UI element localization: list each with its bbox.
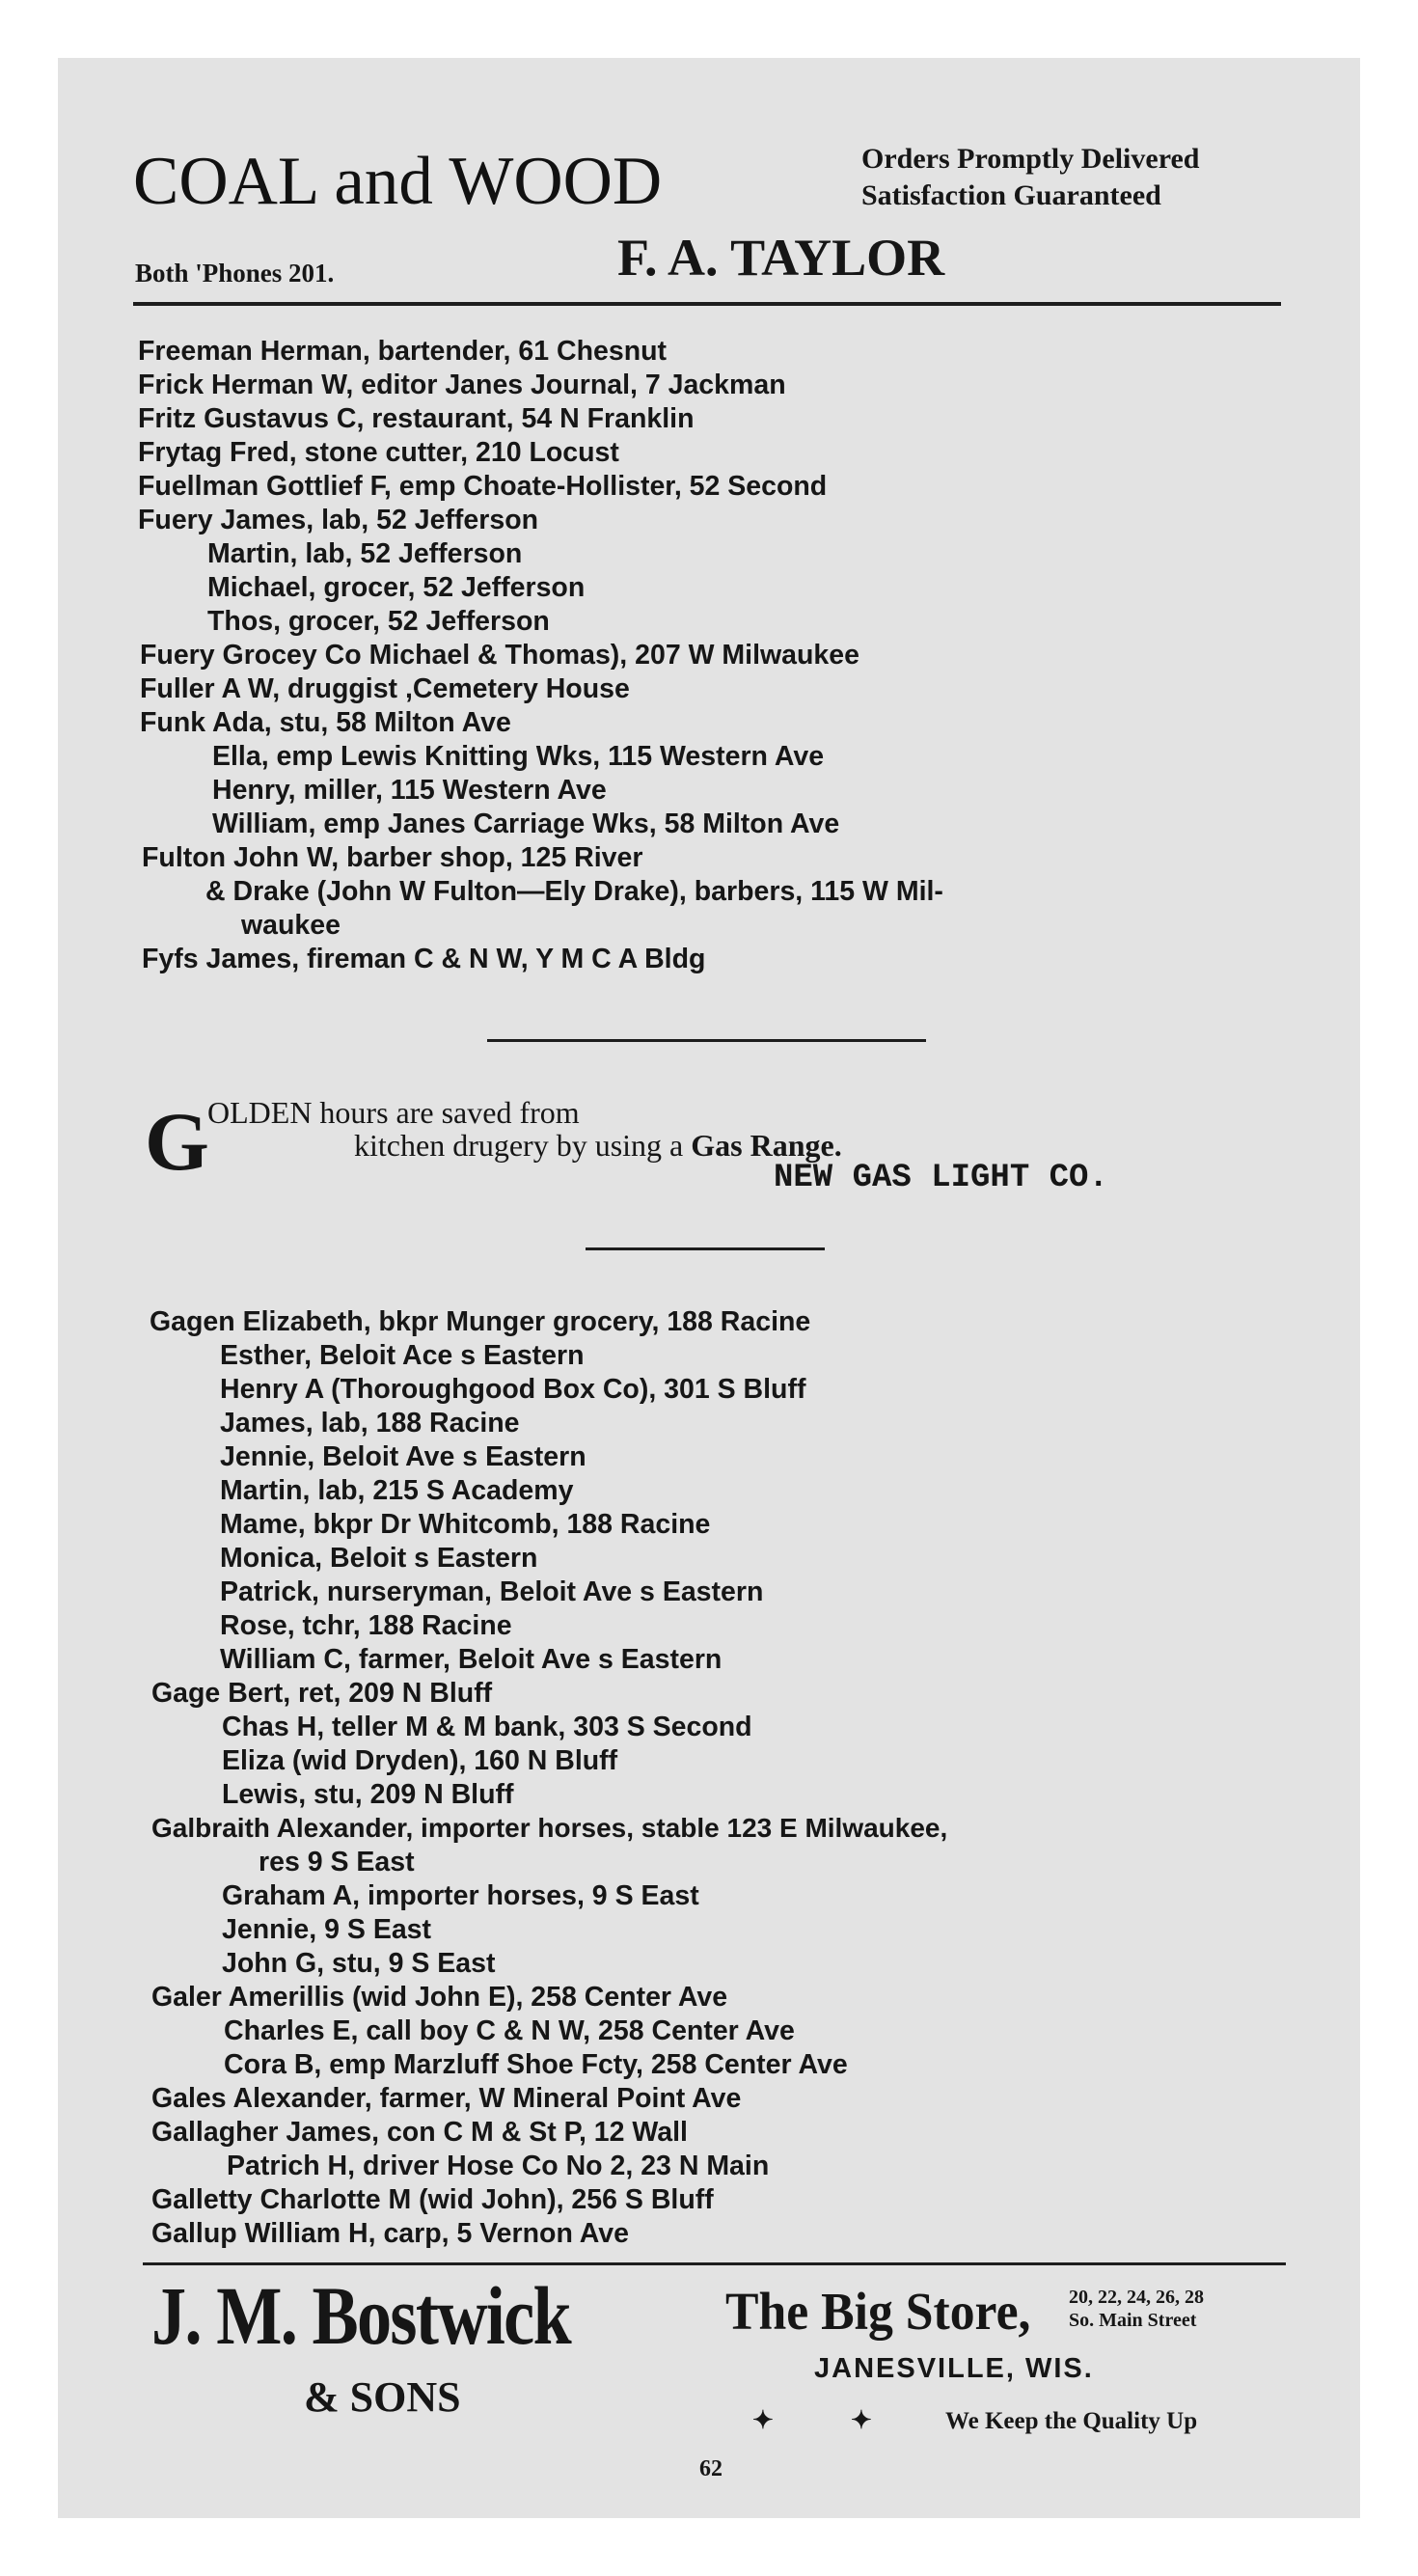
directory-entry: James, lab, 188 Racine xyxy=(220,1408,520,1439)
page-number: 62 xyxy=(699,2456,723,2481)
directory-entry: Galer Amerillis (wid John E), 258 Center Ave xyxy=(151,1982,728,2013)
directory-entry: Gallagher James, con C M & St P, 12 Wall xyxy=(151,2117,688,2148)
gas-ad-line-2-bold: Gas Range. xyxy=(691,1128,842,1163)
store-address-numbers: 20, 22, 24, 26, 28 xyxy=(1069,2287,1204,2308)
footer-divider xyxy=(143,2262,1286,2265)
ornament-icon: ✦ xyxy=(752,2405,774,2434)
directory-entry: Henry, miller, 115 Western Ave xyxy=(212,775,607,806)
directory-entry: Fulton John W, barber shop, 125 River xyxy=(142,842,643,873)
directory-entry: Patrich H, driver Hose Co No 2, 23 N Main xyxy=(227,2151,770,2181)
directory-entry: Gage Bert, ret, 209 N Bluff xyxy=(151,1678,493,1709)
directory-entry: Fyfs James, fireman C & N W, Y M C A Bldg xyxy=(142,944,706,974)
directory-entry: Patrick, nurseryman, Beloit Ave s Eastern xyxy=(220,1576,764,1607)
directory-entry: Jennie, Beloit Ave s Eastern xyxy=(220,1441,586,1472)
directory-entry: Ella, emp Lewis Knitting Wks, 115 Western Ave xyxy=(212,741,825,772)
directory-entry: Jennie, 9 S East xyxy=(222,1914,432,1945)
directory-entry: Gallup William H, carp, 5 Vernon Ave xyxy=(151,2218,629,2249)
directory-entry: Fuery Grocey Co Michael & Thomas), 207 W Milwaukee xyxy=(140,640,859,671)
directory-entry: Rose, tchr, 188 Racine xyxy=(220,1610,512,1641)
directory-entry: Galletty Charlotte M (wid John), 256 S Bluff xyxy=(151,2184,714,2215)
store-name: The Big Store, xyxy=(725,2282,1031,2341)
directory-entry: Martin, lab, 215 S Academy xyxy=(220,1475,574,1506)
directory-entry: Chas H, teller M & M bank, 303 S Second xyxy=(222,1712,752,1742)
directory-entry: Charles E, call boy C & N W, 258 Center Ave xyxy=(224,2015,795,2046)
ad-tagline-2: Satisfaction Guaranteed xyxy=(861,179,1161,211)
directory-entry: Fuller A W, druggist ,Cemetery House xyxy=(140,673,630,704)
directory-entry: Fuery James, lab, 52 Jefferson xyxy=(138,505,539,535)
directory-entry: Fritz Gustavus C, restaurant, 54 N Franklin xyxy=(138,403,695,434)
directory-entry: Frick Herman W, editor Janes Journal, 7 Jackman xyxy=(138,370,786,400)
ad-dealer-name: F. A. TAYLOR xyxy=(617,229,945,287)
store-owner-name: J. M. Bostwick xyxy=(151,2269,570,2362)
gas-ad-line-1: OLDEN hours are saved from xyxy=(207,1095,580,1130)
directory-entry: Martin, lab, 52 Jefferson xyxy=(207,538,523,569)
directory-entry: Esther, Beloit Ace s Eastern xyxy=(220,1340,585,1371)
ad-headline: COAL and WOOD xyxy=(133,144,663,219)
directory-entry: Graham A, importer horses, 9 S East xyxy=(222,1880,699,1911)
gas-ad-line-2 xyxy=(354,1127,842,1164)
store-city: JANESVILLE, WIS. xyxy=(814,2353,1094,2384)
directory-entry: Thos, grocer, 52 Jefferson xyxy=(207,606,550,637)
directory-entry: waukee xyxy=(241,910,341,941)
directory-entry: Funk Ada, stu, 58 Milton Ave xyxy=(140,707,511,738)
directory-entry: Cora B, emp Marzluff Shoe Fcty, 258 Center Ave xyxy=(224,2049,848,2080)
directory-entry: William C, farmer, Beloit Ave s Eastern xyxy=(220,1644,723,1675)
directory-entry: Gales Alexander, farmer, W Mineral Point Ave xyxy=(151,2083,742,2114)
directory-entry: Freeman Herman, bartender, 61 Chesnut xyxy=(138,336,668,367)
store-slogan: We Keep the Quality Up xyxy=(945,2408,1198,2434)
gas-ad-line-2-text: kitchen drugery by using a xyxy=(354,1128,684,1163)
scanned-page xyxy=(58,58,1360,2518)
ad-tagline-1: Orders Promptly Delivered xyxy=(861,143,1200,175)
directory-entry: Fuellman Gottlief F, emp Choate-Hollister, 52 Second xyxy=(138,471,828,502)
directory-entry: Galbraith Alexander, importer horses, stable 123 E Milwaukee, xyxy=(151,1813,948,1843)
directory-entry: Michael, grocer, 52 Jefferson xyxy=(207,572,586,603)
directory-entry: Lewis, stu, 209 N Bluff xyxy=(222,1779,514,1810)
ad-phones: Both 'Phones 201. xyxy=(135,259,335,288)
section-divider-upper xyxy=(487,1039,926,1042)
directory-entry: William, emp Janes Carriage Wks, 58 Milton Ave xyxy=(212,808,840,839)
directory-entry: John G, stu, 9 S East xyxy=(222,1948,496,1979)
directory-entry: Monica, Beloit s Eastern xyxy=(220,1543,538,1574)
store-address-street: So. Main Street xyxy=(1069,2310,1197,2331)
directory-entry: Eliza (wid Dryden), 160 N Bluff xyxy=(222,1745,618,1776)
directory-entry: res 9 S East xyxy=(259,1847,415,1877)
directory-entry: Mame, bkpr Dr Whitcomb, 188 Racine xyxy=(220,1509,711,1540)
store-owner-sons: & SONS xyxy=(304,2373,461,2421)
header-divider xyxy=(133,302,1281,306)
gas-company: NEW GAS LIGHT CO. xyxy=(774,1160,1108,1196)
drop-cap: G xyxy=(145,1095,209,1188)
directory-entry: Gagen Elizabeth, bkpr Munger grocery, 188 Racine xyxy=(150,1306,811,1337)
directory-entry: Frytag Fred, stone cutter, 210 Locust xyxy=(138,437,619,468)
ornament-icon: ✦ xyxy=(851,2405,872,2434)
directory-entry: & Drake (John W Fulton—Ely Drake), barbers, 115 W Mil- xyxy=(205,876,943,907)
directory-entry: Henry A (Thoroughgood Box Co), 301 S Bluff xyxy=(220,1374,806,1405)
section-divider-lower xyxy=(586,1247,825,1250)
